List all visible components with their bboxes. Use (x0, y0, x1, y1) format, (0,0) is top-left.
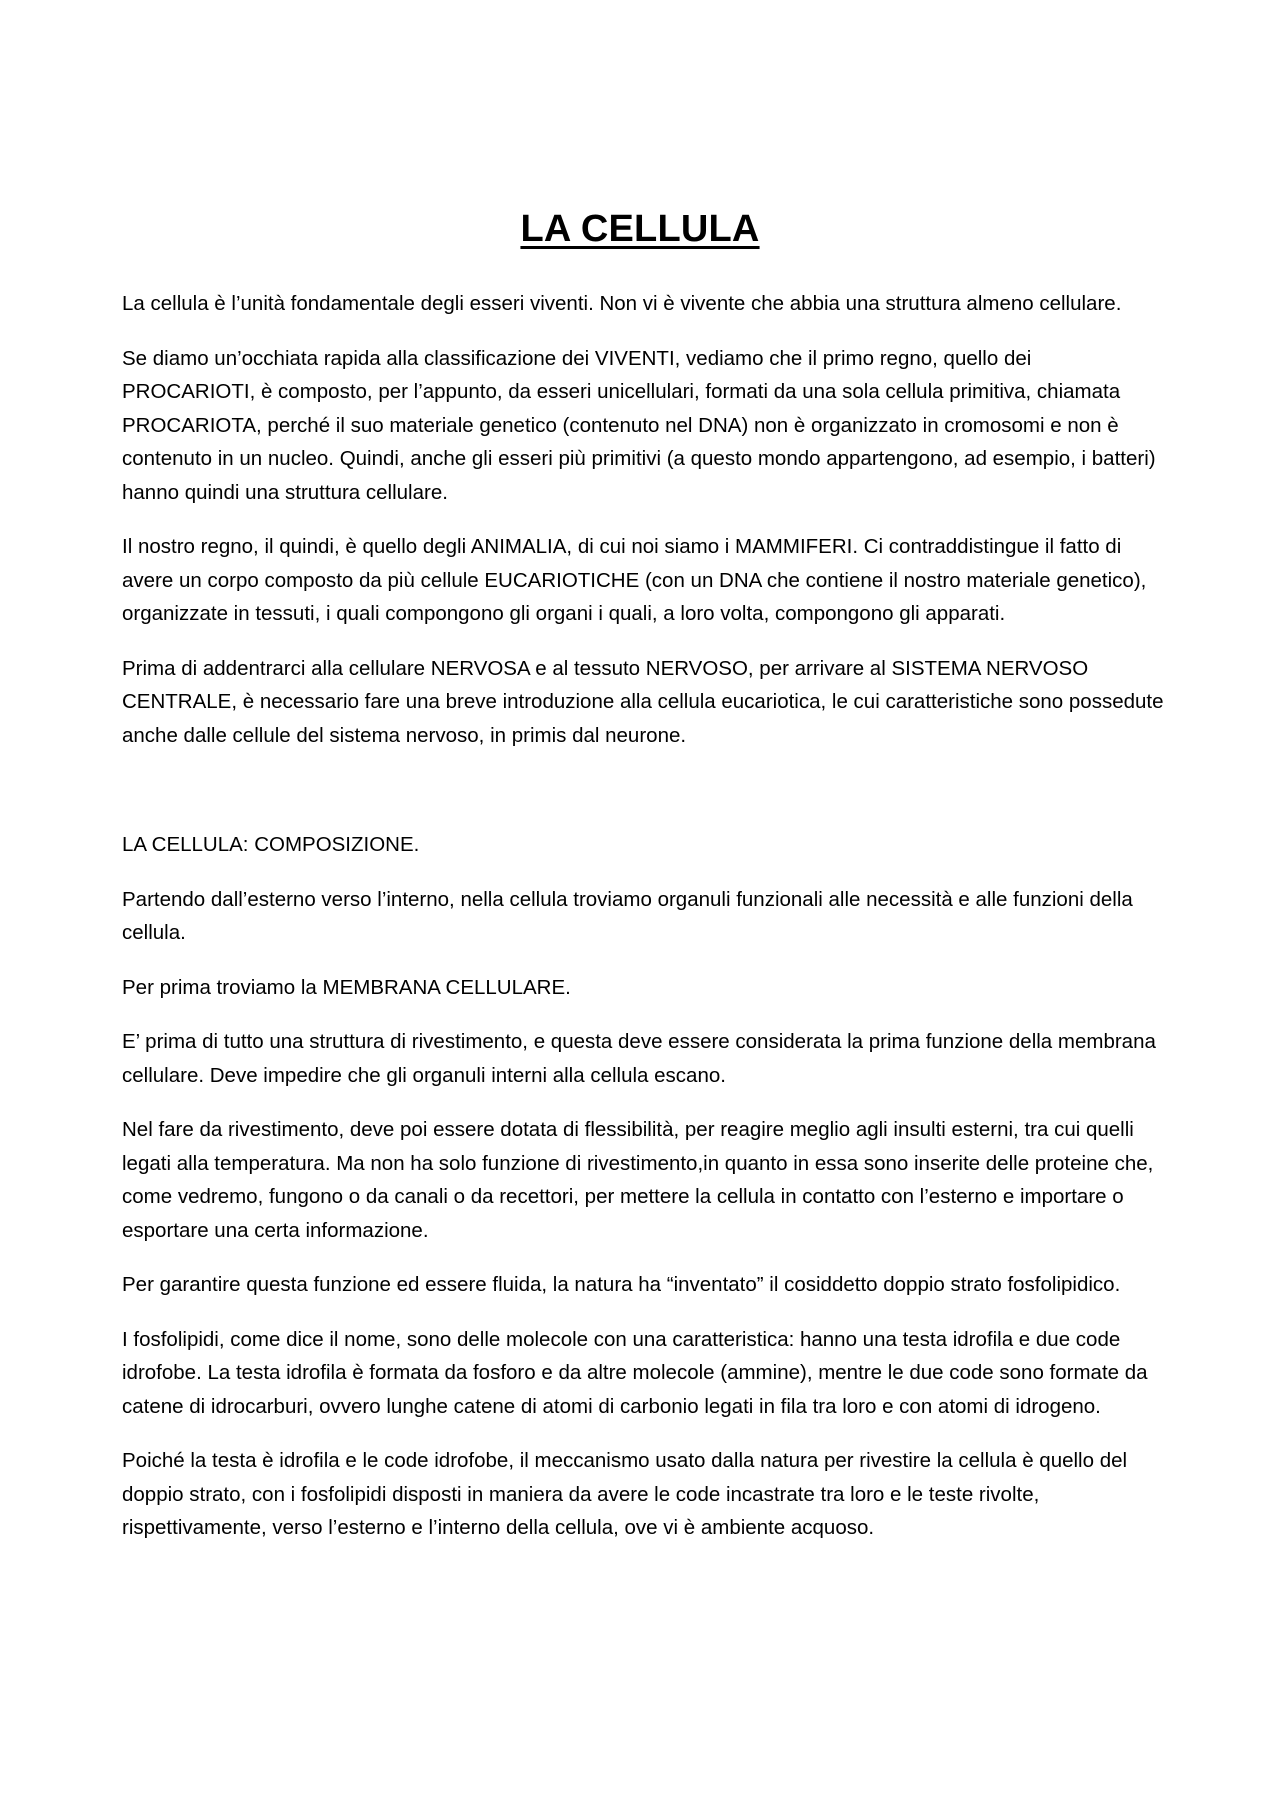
paragraph: Prima di addentrarci alla cellulare NERVOSA e al tessuto NERVOSO, per arrivare al SISTEMA NERVOSO CENTRALE, è necessario fare una breve introduzione alla cellula eucariotica, le cui caratteristiche sono possedute anche dalle cellule del sistema nervoso, in primis dal neurone. (122, 656, 1164, 747)
paragraph: La cellula è l’unità fondamentale degli esseri viventi. Non vi è vivente che abbia una struttura almeno cellulare. (122, 292, 1122, 315)
paragraph: Nel fare da rivestimento, deve poi essere dotata di flessibilità, per reagire meglio agli insulti esterni, tra cui quelli legati alla temperatura. Ma non ha solo funzione di rivestimento,in quanto in essa sono inserite delle proteine che, come vedremo, fungono o da canali o da recettori, per mettere la cellula in contatto con l’esterno e importare o esportare una certa informazione. (122, 1118, 1154, 1242)
paragraph: E’ prima di tutto una struttura di rivestimento, e questa deve essere considerata la prima funzione della membrana cellulare. Deve impedire che gli organuli interni alla cellula escano. (122, 1030, 1156, 1087)
document-body (122, 287, 1168, 1566)
paragraph: Poiché la testa è idrofila e le code idrofobe, il meccanismo usato dalla natura per rivestire la cellula è quello del doppio strato, con i fosfolipidi disposti in maniera da avere le code incastrate tra loro e le teste rivolte, rispettivamente, verso l’esterno e l’interno della cellula, ove vi è ambiente acquoso. (122, 1449, 1128, 1539)
page-title: LA CELLULA (520, 208, 760, 250)
section-heading: LA CELLULA: COMPOSIZIONE. (122, 833, 420, 856)
paragraph: I fosfolipidi, come dice il nome, sono delle molecole con una caratteristica: hanno una testa idrofila e due code idrofobe. La testa idrofila è formata da fosforo e da altre molecole (ammine), mentre le due code sono formate da catene di idrocarburi, ovvero lunghe catene di atomi di carbonio legati in fila tra loro e con atomi di idrogeno. (122, 1327, 1148, 1418)
paragraph: Il nostro regno, il quindi, è quello degli ANIMALIA, di cui noi siamo i MAMMIFERI. Ci contraddistingue il fatto di avere un corpo composto da più cellule EUCARIOTICHE (con un DNA che contiene il nostro materiale genetico), organizzate in tessuti, i quali compongono gli organi i quali, a loro volta, compongono gli apparati. (122, 535, 1147, 625)
paragraph: Per prima troviamo la MEMBRANA CELLULARE. (122, 975, 571, 999)
paragraph: Se diamo un’occhiata rapida alla classificazione dei VIVENTI, vediamo che il primo regno, quello dei PROCARIOTI, è composto, per l’appunto, da esseri unicellulari, formati da una sola cellula primitiva, chiamata PROCARIOTA, perché il suo materiale genetico (contenuto nel DNA) non è organizzato in cromosomi e non è contenuto in un nucleo. Quindi, anche gli esseri più primitivi (a questo mondo appartengono, ad esempio, i batteri) hanno quindi una struttura cellulare. (122, 346, 1156, 504)
paragraph: Partendo dall’esterno verso l’interno, nella cellula troviamo organuli funzionali alle necessità e alle funzioni della cellula. (122, 887, 1133, 944)
paragraph: Per garantire questa funzione ed essere fluida, la natura ha “inventato” il cosiddetto doppio strato fosfolipidico. (122, 1273, 1121, 1296)
